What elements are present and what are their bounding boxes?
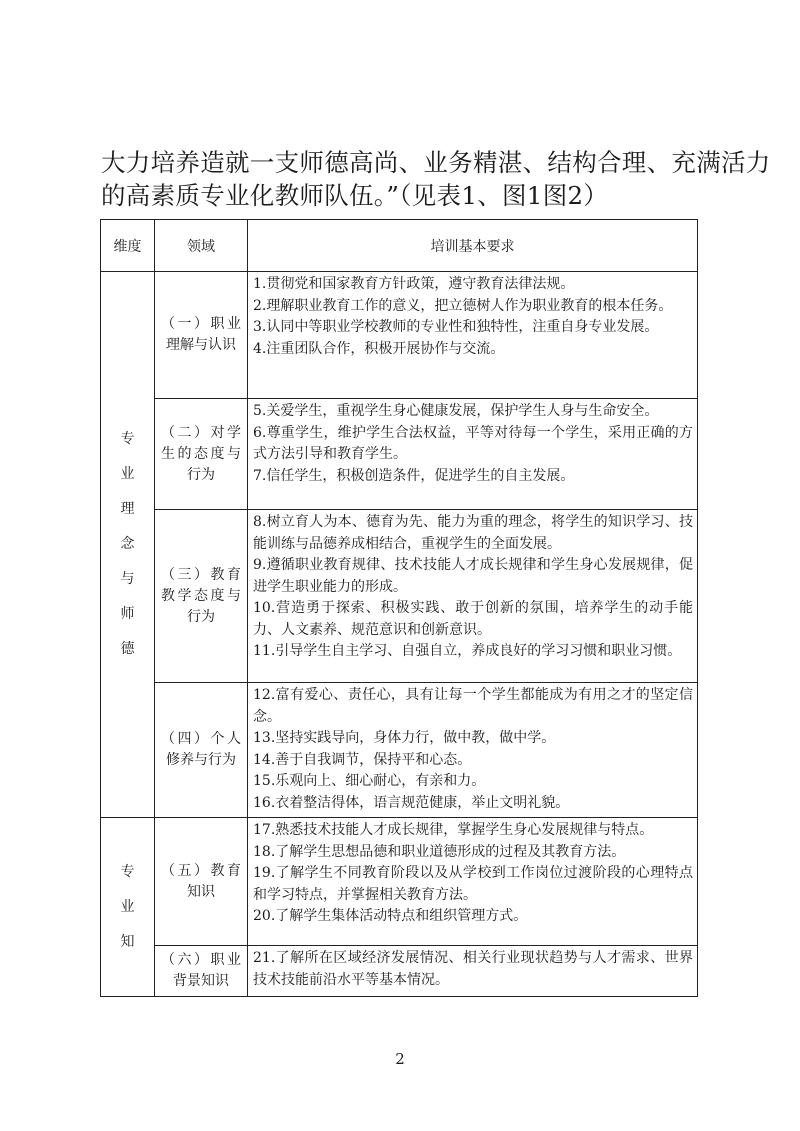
requirement-item: 3.认同中等职业学校教师的专业性和独特性，注重自身专业发展。	[253, 319, 659, 335]
table-row	[101, 946, 698, 997]
requirements-cell	[248, 683, 698, 818]
field-cell	[155, 683, 248, 818]
requirement-item: 21.了解所在区域经济发展情况、相关行业现状趋势与人才需求、世界技术技能前沿水平等基本情况。	[253, 950, 693, 988]
field-label: （五）教育知识	[161, 862, 241, 900]
requirement-item: 8.树立育人为本、德育为先、能力为重的理念，将学生的知识学习、技能训练与品德养成相结合，重视学生的全面发展。	[253, 514, 693, 552]
requirement-item: 11.引导学生自主学习、自强自立，养成良好的学习习惯和职业习惯。	[253, 643, 682, 659]
requirement-item: 10.营造勇于探索、积极实践、敢于创新的氛围，培养学生的动手能力、人文素养、规范意识和创新意识。	[253, 600, 693, 638]
requirements-cell	[248, 272, 698, 399]
requirement-item: 20.了解学生集体活动特点和组织管理方式。	[253, 908, 528, 924]
requirement-item: 2.理解职业教育工作的意义，把立德树人作为职业教育的根本任务。	[253, 297, 673, 314]
table-row	[101, 272, 698, 399]
requirements-cell	[248, 818, 698, 946]
training-requirements-table	[100, 219, 698, 997]
table-row	[101, 683, 698, 818]
intro-line-2: 的高素质专业化教师队伍。”（见表1、图1图2）	[101, 181, 609, 210]
field-cell	[155, 818, 248, 946]
requirement-item: 13.坚持实践导向，身体力行，做中教，做中学。	[253, 730, 556, 746]
intro-line-1: 大力培养造就一支师德高尚、业务精湛、结构合理、充满活力	[101, 148, 771, 177]
page-number: 2	[395, 1050, 405, 1068]
requirement-item: 6.尊重学生，维护学生合法权益，平等对待每一个学生，采用正确的方式方法引导和教育学生。	[253, 424, 693, 462]
field-label: （一）职业理解与认识	[161, 316, 241, 353]
table-row	[101, 818, 698, 946]
requirement-item: 18.了解学生思想品德和职业道德形成的过程及其教育方法。	[253, 843, 626, 860]
requirement-item: 17.熟悉技术技能人才成长规律，掌握学生身心发展规律与特点。	[253, 822, 654, 838]
field-label: （三）教育教学态度与行为	[161, 566, 241, 625]
requirement-item: 12.富有爱心、责任心，具有让每一个学生都能成为有用之才的坚定信念。	[253, 687, 693, 725]
requirement-item: 5.关爱学生，重视学生身心健康发展，保护学生人身与生命安全。	[253, 403, 659, 419]
header-field: 领域	[155, 220, 248, 272]
requirement-item: 1.贯彻党和国家教育方针政策，遵守教育法律法规。	[253, 276, 575, 292]
requirement-item: 14.善于自我调节，保持平和心态。	[253, 751, 472, 768]
field-label: （二）对学生的态度与行为	[161, 424, 241, 483]
requirements-cell	[248, 510, 698, 683]
table-header-row	[101, 220, 698, 272]
field-cell	[155, 399, 248, 510]
field-cell	[155, 510, 248, 683]
dimension-label: 专业理念与师德	[120, 431, 135, 657]
dimension-cell	[101, 818, 155, 997]
requirement-item: 15.乐观向上、细心耐心，有亲和力。	[253, 773, 486, 789]
requirement-item: 19.了解学生不同教育阶段以及从学校到工作岗位过渡阶段的心理特点和学习特点，并掌握相关教育方法。	[253, 865, 693, 903]
requirement-item: 9.遵循职业教育规律、技术技能人才成长规律和学生身心发展规律，促进学生职业能力的形成。	[253, 557, 693, 595]
requirements-cell	[248, 946, 698, 997]
dimension-label: 专业知	[120, 863, 135, 950]
requirements-cell	[248, 399, 698, 510]
requirement-item: 7.信任学生，积极创造条件，促进学生的自主发展。	[253, 467, 575, 484]
table-row	[101, 510, 698, 683]
header-requirements: 培训基本要求	[248, 220, 698, 272]
field-label: （四）个人修养与行为	[161, 731, 241, 768]
dimension-cell	[101, 272, 155, 818]
table-row	[101, 399, 698, 510]
header-dimension: 维度	[101, 220, 155, 272]
field-cell	[155, 272, 248, 399]
requirement-item: 16.衣着整洁得体，语言规范健康，举止文明礼貌。	[253, 794, 570, 811]
field-cell	[155, 946, 248, 997]
requirement-item: 4.注重团队合作，积极开展协作与交流。	[253, 340, 505, 357]
field-label: （六）职业背景知识	[161, 952, 241, 989]
intro-paragraph	[101, 146, 771, 212]
